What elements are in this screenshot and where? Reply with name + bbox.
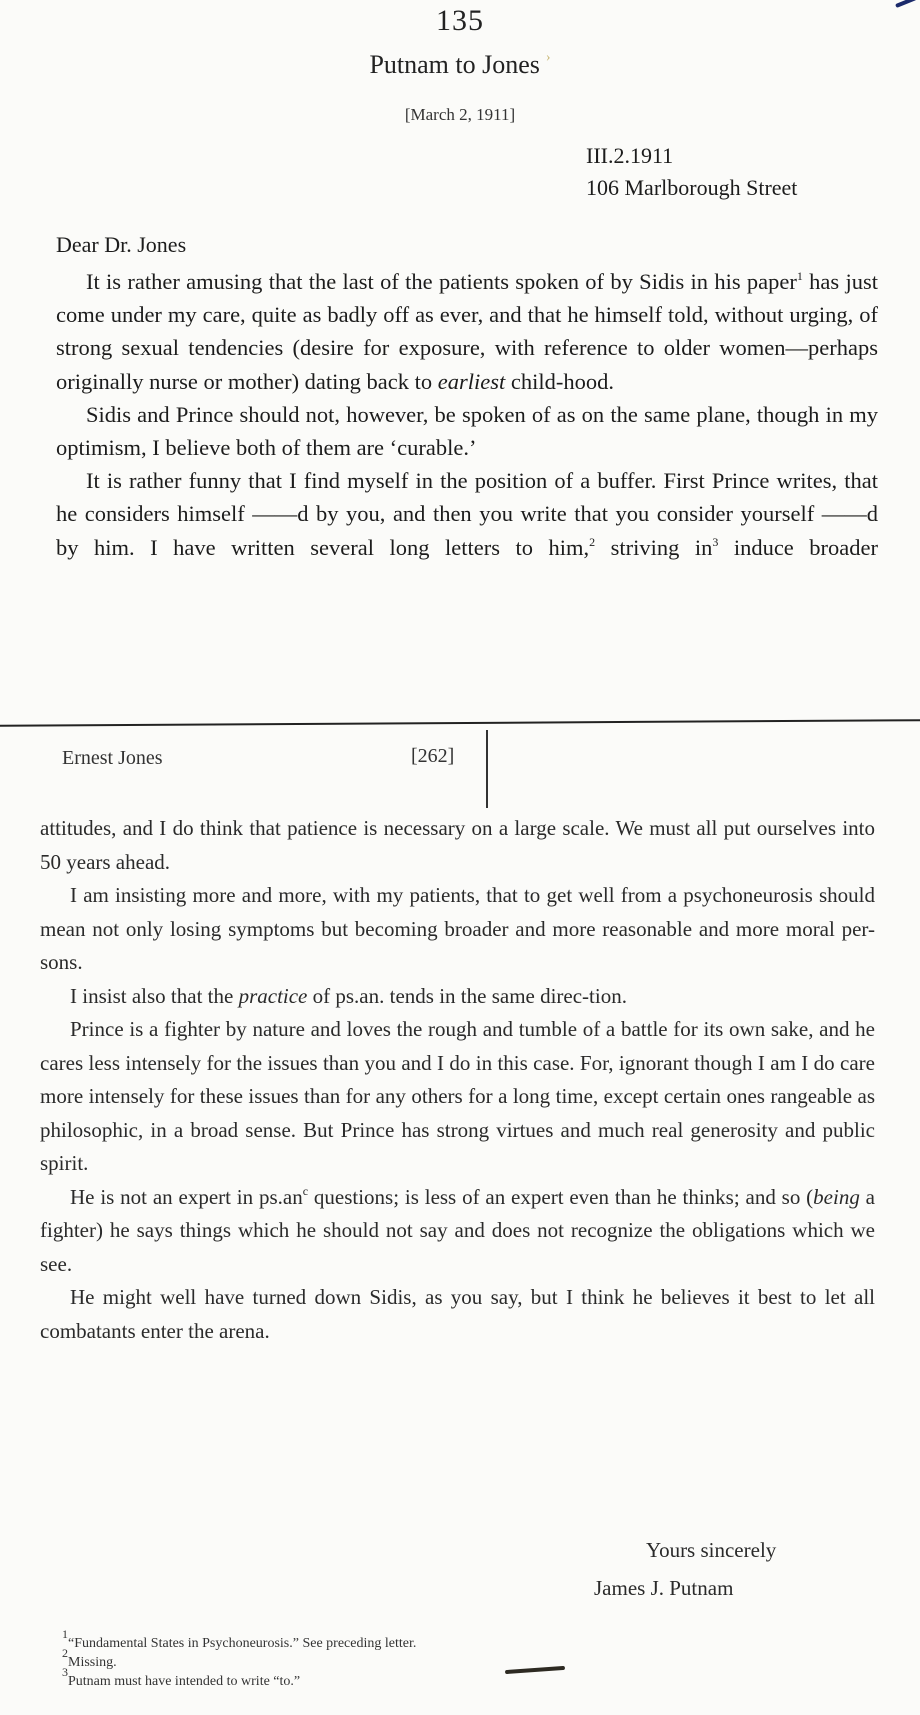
stray-mark: › xyxy=(545,50,551,65)
page-marker-line xyxy=(486,730,488,808)
letter-title-text: Putnam to Jones xyxy=(369,50,540,79)
paragraph: Sidis and Prince should not, however, be spoken of as on the same plane, though in my optimism, I believe both of them are ‘curable.’ xyxy=(56,401,878,461)
text-run: questions; is less of an expert even than he thinks; and so ( xyxy=(308,1184,814,1209)
footnote-ref: 1 xyxy=(796,269,803,283)
pen-underline-mark xyxy=(505,1666,565,1674)
paragraph: I am insisting more and more, with my patients, that to get well from a psychoneurosis should mean not only losing symptoms but becoming broader and more reasonable and more moral per-sons. xyxy=(40,883,875,974)
letter-body-bottom xyxy=(40,812,875,1348)
dateline-address: 106 Marlborough Street xyxy=(586,175,798,200)
footnote-marker: 2 xyxy=(62,1646,68,1660)
footnote-text: Missing. xyxy=(68,1655,117,1670)
footnote xyxy=(62,1627,417,1653)
letter-body-top xyxy=(56,265,878,564)
editorial-date: [March 2, 1911] xyxy=(404,105,516,124)
footnote xyxy=(62,1665,416,1691)
text-run: It is rather amusing that the last of the patients spoken of by Sidis in his paper xyxy=(86,269,797,294)
emphasis: earliest xyxy=(437,368,506,394)
text-run: child-hood. xyxy=(505,368,615,394)
text-run: It is rather funny that I find myself in the position of a buffer. First Prince writes, that he considers himself ——d by you, and then you write that you consider yourself ——d by him. I have written several long letters to him, xyxy=(56,468,878,560)
signature: James J. Putnam xyxy=(594,1576,734,1600)
paragraph: attitudes, and I do think that patience is necessary on a large scale. We must all put ourselves into 50 years ahead. xyxy=(40,816,875,874)
paragraph xyxy=(56,265,878,398)
emphasis: practice xyxy=(238,983,308,1008)
paragraph: He might well have turned down Sidis, as you say, but I think he believes it best to let all combatants enter the arena. xyxy=(40,1285,875,1343)
footnotes xyxy=(62,1627,417,1691)
footnote-text: “Fundamental States in Psychoneurosis.” See preceding letter. xyxy=(68,1636,417,1651)
dateline xyxy=(586,140,797,204)
text-run: I insist also that the xyxy=(70,983,239,1008)
footnote-marker: 1 xyxy=(62,1627,68,1641)
valediction: Yours sincerely xyxy=(646,1538,777,1562)
emphasis: being xyxy=(813,1184,860,1209)
salutation: Dear Dr. Jones xyxy=(56,232,187,257)
paragraph: Prince is a fighter by nature and loves the rough and tumble of a battle for its own sake, and he cares less intensely for the issues than you and I do in this case. For, ignorant though I am I do care more intensely for these issues than for any others for a long time, except certain ones rangeable as philosophic, in a broad sense. But Prince has strong virtues and much real generosity and public spirit. xyxy=(40,1017,875,1175)
footnote-ref: 3 xyxy=(712,534,719,549)
footnote-text: Putnam must have intended to write “to.” xyxy=(68,1674,301,1689)
running-head-author: Ernest Jones xyxy=(62,747,163,769)
dateline-date: III.2.1911 xyxy=(586,143,674,168)
text-run: striving in xyxy=(595,534,713,560)
paragraph xyxy=(40,980,875,1014)
footnote xyxy=(62,1646,416,1672)
text-run: has just come under my care, quite as badly off as ever, and that he himself told, without urging, of strong sexual tendencies (desire for exposure, with reference to older women—perhaps originally nurse or mother) dating back to xyxy=(56,269,878,394)
text-run: He is not an expert in ps.an xyxy=(70,1184,303,1209)
text-run: a fighter) he says things which he should not say and does not recognize the obligations which we see. xyxy=(40,1184,875,1276)
paragraph xyxy=(56,464,878,564)
text-run: induce broader xyxy=(718,534,878,560)
superscript: c xyxy=(302,1183,309,1198)
page-divider xyxy=(0,719,920,727)
footnote-ref: 2 xyxy=(589,534,596,549)
text-run: of ps.an. tends in the same direc-tion. xyxy=(307,983,627,1008)
paragraph xyxy=(40,1181,875,1282)
letter-title xyxy=(0,50,920,80)
running-head-page: [262] xyxy=(411,745,455,767)
letter-number: 135 xyxy=(436,4,484,37)
footnote-marker: 3 xyxy=(62,1665,68,1679)
